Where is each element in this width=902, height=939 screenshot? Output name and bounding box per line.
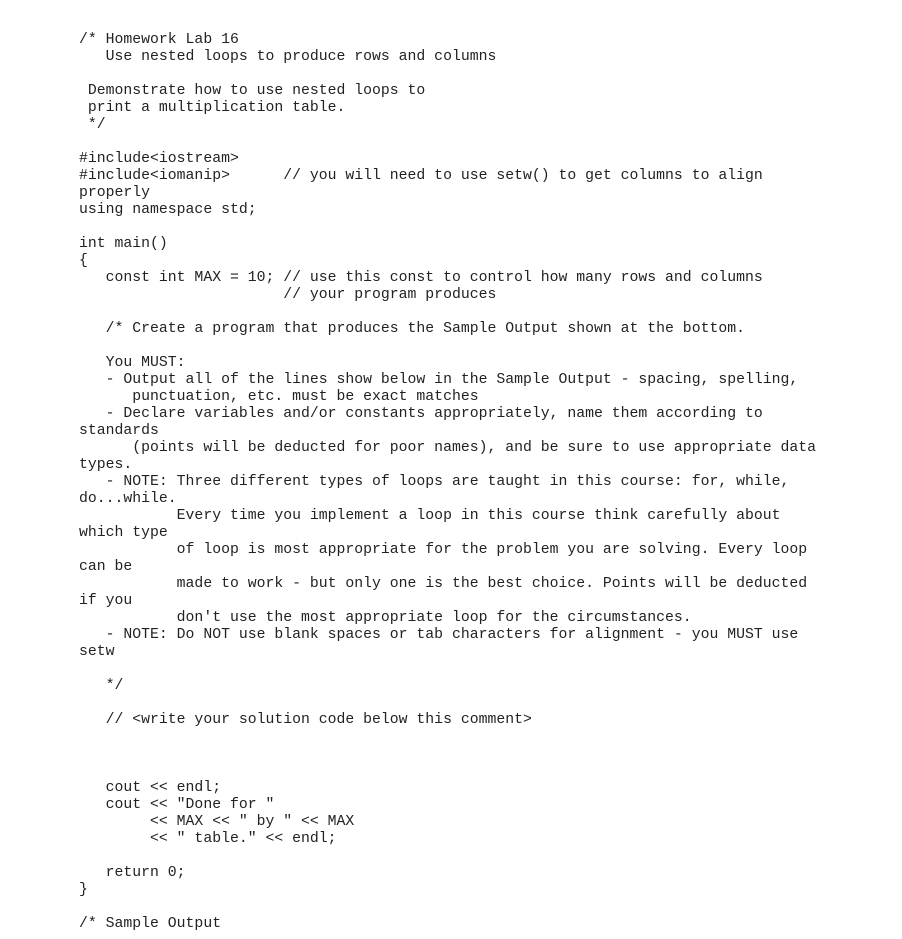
code-line: can be	[79, 559, 133, 575]
code-line: made to work - but only one is the best choice. Points will be deducted	[79, 576, 808, 592]
code-line: // <write your solution code below this comment>	[79, 712, 532, 728]
code-line: properly	[79, 185, 151, 201]
code-line: #include<iomanip> // you will need to use setw() to get columns to align	[79, 168, 763, 184]
code-line	[79, 763, 816, 780]
code-line: types.	[79, 457, 133, 473]
code-line: - NOTE: Three different types of loops are taught in this course: for, while,	[79, 474, 790, 490]
code-line: }	[79, 882, 88, 898]
code-line	[79, 134, 816, 151]
code-line: setw	[79, 644, 115, 660]
code-line: don't use the most appropriate loop for the circumstances.	[79, 610, 692, 626]
code-line: using namespace std;	[79, 202, 257, 218]
code-line: (points will be deducted for poor names), and be sure to use appropriate data	[79, 440, 817, 456]
code-line: */	[79, 117, 106, 133]
code-line: /* Create a program that produces the Sample Output shown at the bottom.	[79, 321, 745, 337]
code-line: do...while.	[79, 491, 177, 507]
code-line	[79, 695, 816, 712]
code-line	[79, 304, 816, 321]
code-line: Every time you implement a loop in this course think carefully about	[79, 508, 781, 524]
code-line: punctuation, etc. must be exact matches	[79, 389, 479, 405]
code-line: /* Sample Output	[79, 916, 222, 932]
code-line: cout << "Done for "	[79, 797, 275, 813]
code-line: which type	[79, 525, 168, 541]
code-line: return 0;	[79, 865, 186, 881]
code-line: if you	[79, 593, 133, 609]
code-line: #include<iostream>	[79, 151, 239, 167]
code-line: << " table." << endl;	[79, 831, 337, 847]
code-line: /* Homework Lab 16	[79, 32, 239, 48]
code-line: // your program produces	[79, 287, 497, 303]
code-line: - NOTE: Do NOT use blank spaces or tab characters for alignment - you MUST use	[79, 627, 799, 643]
code-line: << MAX << " by " << MAX	[79, 814, 355, 830]
code-line	[79, 219, 816, 236]
code-line	[79, 338, 816, 355]
code-line: - Declare variables and/or constants appropriately, name them according to	[79, 406, 763, 422]
code-line: cout << endl;	[79, 780, 222, 796]
code-line: const int MAX = 10; // use this const to control how many rows and columns	[79, 270, 763, 286]
code-line: Demonstrate how to use nested loops to	[79, 83, 426, 99]
code-line	[79, 729, 816, 746]
code-line	[79, 661, 816, 678]
code-line: - Output all of the lines show below in the Sample Output - spacing, spelling,	[79, 372, 799, 388]
code-line: of loop is most appropriate for the problem you are solving. Every loop	[79, 542, 808, 558]
code-line: */	[79, 678, 124, 694]
code-line: print a multiplication table.	[79, 100, 346, 116]
code-line: int main()	[79, 236, 168, 252]
code-line	[79, 848, 816, 865]
code-line: {	[79, 253, 88, 269]
code-line: Use nested loops to produce rows and columns	[79, 49, 497, 65]
code-line	[79, 746, 816, 763]
code-line	[79, 899, 816, 916]
code-line: You MUST:	[79, 355, 186, 371]
source-code-listing	[79, 32, 816, 933]
code-line: standards	[79, 423, 159, 439]
code-line	[79, 66, 816, 83]
